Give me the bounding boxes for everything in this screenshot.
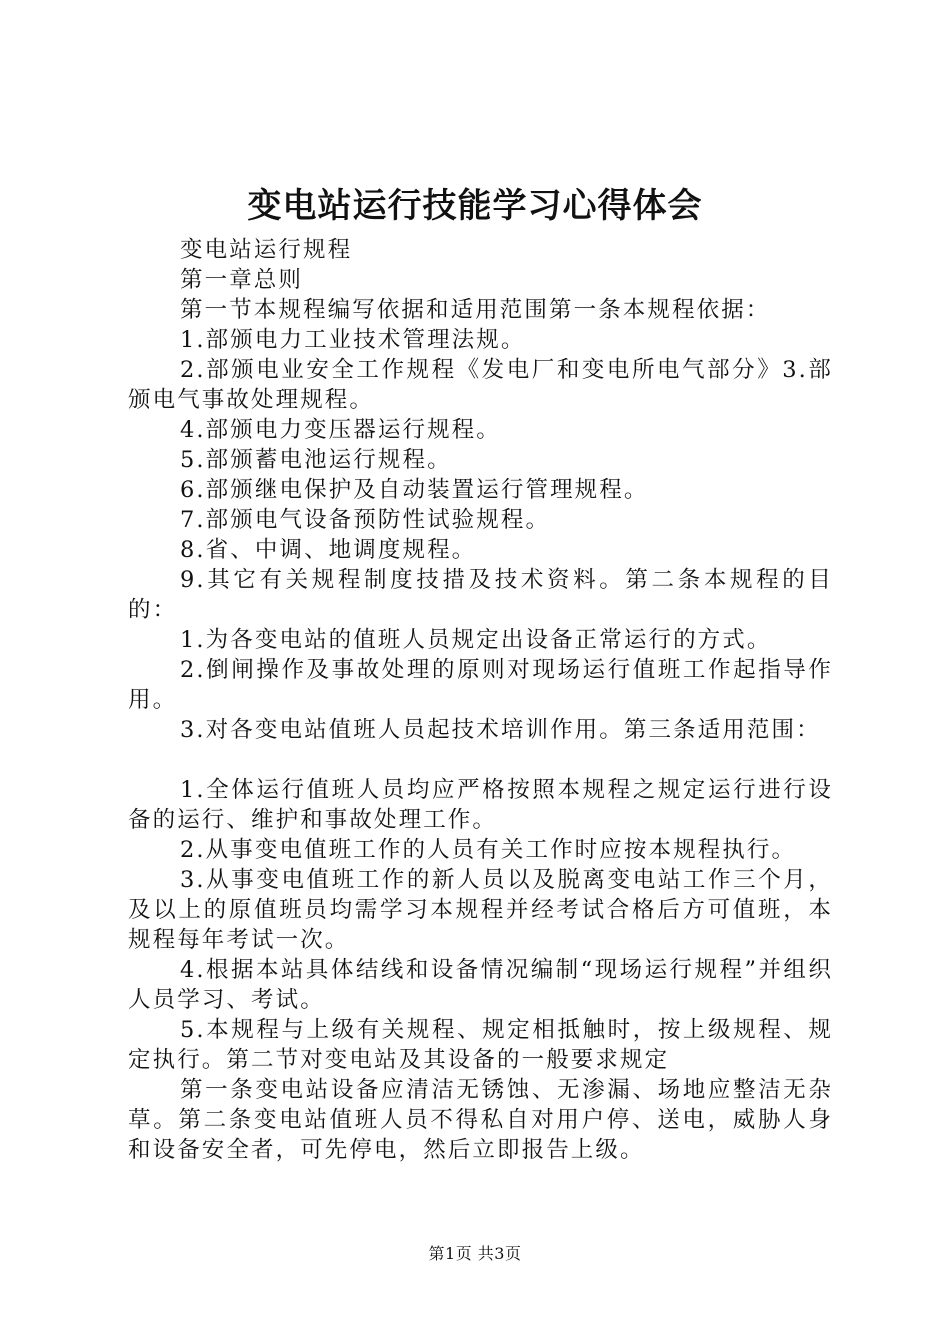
paragraph: 2.从事变电值班工作的人员有关工作时应按本规程执行。 — [180, 837, 797, 863]
paragraph: 3.从事变电值班工作的新人员以及脱离变电站工作三个月，及以上的原值班员均需学习本规程并经考试合格后方可值班，本规程每年考试一次。 — [128, 867, 833, 953]
paragraph: 4.根据本站具体结线和设备情况编制“现场运行规程”并组织人员学习、考试。 — [128, 957, 833, 1013]
paragraph: 1.部颁电力工业技术管理法规。 — [180, 327, 526, 353]
paragraph: 6.部颁继电保护及自动装置运行管理规程。 — [180, 477, 649, 503]
paragraph: 4.部颁电力变压器运行规程。 — [180, 417, 501, 443]
document-body — [128, 235, 833, 1165]
paragraph: 第一条变电站设备应清洁无锈蚀、无渗漏、场地应整洁无杂草。第二条变电站值班人员不得私自对用户停、送电，威胁人身和设备安全者，可先停电，然后立即报告上级。 — [128, 1077, 833, 1163]
paragraph: 1.全体运行值班人员均应严格按照本规程之规定运行进行设备的运行、维护和事故处理工作。 — [128, 777, 833, 833]
blank-line — [128, 745, 833, 775]
paragraph: 5.部颁蓄电池运行规程。 — [180, 447, 452, 473]
paragraph: 2.部颁电业安全工作规程《发电厂和变电所电气部分》3.部颁电气事故处理规程。 — [128, 357, 833, 413]
paragraph: 变电站运行规程 — [180, 237, 353, 263]
paragraph: 1.为各变电站的值班人员规定出设备正常运行的方式。 — [180, 627, 772, 653]
page-footer: 第1页 共3页 — [428, 1244, 522, 1263]
paragraph: 第一节本规程编写依据和适用范围第一条本规程依据： — [180, 297, 771, 323]
paragraph: 2.倒闸操作及事故处理的原则对现场运行值班工作起指导作用。 — [128, 657, 833, 713]
paragraph: 8.省、中调、地调度规程。 — [180, 537, 477, 563]
paragraph: 7.部颁电气设备预防性试验规程。 — [180, 507, 551, 533]
paragraph: 3.对各变电站值班人员起技术培训作用。第三条适用范围： — [180, 717, 821, 743]
paragraph: 第一章总则 — [180, 267, 304, 293]
document-title: 变电站运行技能学习心得体会 — [247, 186, 703, 226]
paragraph: 9.其它有关规程制度技措及技术资料。第二条本规程的目的： — [128, 567, 833, 623]
paragraph: 5.本规程与上级有关规程、规定相抵触时，按上级规程、规定执行。第二节对变电站及其设备的一般要求规定 — [128, 1017, 833, 1073]
